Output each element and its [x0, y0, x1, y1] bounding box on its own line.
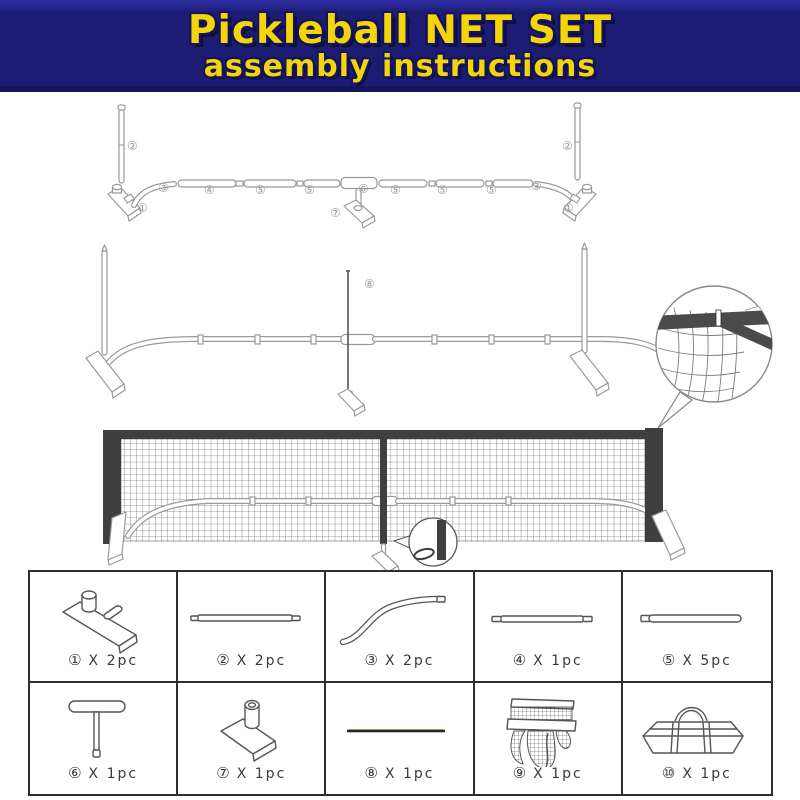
part-cell-6	[30, 683, 178, 794]
step1-label-5c: ⑤	[390, 183, 401, 197]
center-foot-icon	[181, 691, 321, 767]
step1-label-3-left: ③	[158, 181, 169, 195]
part-label: ⑦ X 1pc	[216, 764, 287, 782]
step1-label-5a: ⑤	[255, 183, 266, 197]
part-cell-7	[178, 683, 326, 794]
part-cell-2	[178, 572, 326, 683]
part-cell-8	[326, 683, 474, 794]
step1-label-2-left: ②	[127, 139, 138, 153]
part-label: ⑩ X 1pc	[661, 764, 732, 782]
page-title: Pickleball NET SET	[187, 7, 613, 53]
part-label: ② X 2pc	[216, 651, 287, 669]
part-cell-5	[623, 572, 771, 683]
step1-label-3-right: ③	[531, 179, 542, 193]
parts-table	[28, 570, 773, 796]
tension-rod-icon	[329, 691, 469, 767]
t-connector-icon	[33, 691, 173, 767]
net-icon	[478, 691, 618, 767]
part-label: ⑤ X 5pc	[661, 651, 732, 669]
carry-bag-icon	[627, 691, 767, 767]
title-banner	[0, 0, 800, 92]
curved-tube-icon	[329, 580, 469, 656]
part-cell-3	[326, 572, 474, 683]
step3-finished-net-diagram	[0, 406, 800, 572]
part-cell-1	[30, 572, 178, 683]
part-cell-10	[623, 683, 771, 794]
straight-tube-icon	[627, 580, 767, 656]
center-foot	[372, 551, 399, 572]
part-label: ⑨ X 1pc	[512, 764, 583, 782]
part-cell-9	[475, 683, 623, 794]
step1-label-5d: ⑤	[437, 183, 448, 197]
corner-foot-icon	[33, 580, 173, 656]
center-tension-rod	[346, 271, 350, 395]
part-label: ⑥ X 1pc	[68, 764, 139, 782]
hook-post	[437, 520, 446, 560]
straight-tube-icon	[478, 580, 618, 656]
pole-icon	[181, 580, 321, 656]
right-foot	[563, 184, 596, 221]
right-pole	[582, 243, 587, 353]
step1-label-1-left: ①	[137, 201, 148, 215]
step1-label-2-right: ②	[562, 139, 573, 153]
step1-exploded-frame-diagram	[0, 102, 800, 236]
left-pole	[102, 245, 107, 355]
left-pole	[118, 105, 125, 183]
step1-label-4: ④	[204, 183, 215, 197]
page-subtitle: assembly instructions	[203, 48, 597, 84]
step1-label-6: ⑥	[358, 182, 369, 196]
part-label: ③ X 2pc	[364, 651, 435, 669]
part-label: ① X 2pc	[68, 651, 139, 669]
left-foot	[86, 351, 125, 398]
step1-label-5e: ⑤	[486, 183, 497, 197]
step1-label-1-right: ①	[563, 201, 574, 215]
part-cell-4	[475, 572, 623, 683]
right-foot	[570, 350, 609, 396]
strap-buckle	[716, 310, 721, 326]
step1-label-7: ⑦	[330, 206, 341, 220]
right-pole	[574, 103, 581, 180]
step1-label-5b: ⑤	[304, 183, 315, 197]
part-label: ⑧ X 1pc	[364, 764, 435, 782]
step2-label-8: ⑧	[364, 277, 375, 291]
center-foot	[344, 200, 375, 228]
net-center-strap	[380, 430, 387, 544]
part-label: ④ X 1pc	[512, 651, 583, 669]
